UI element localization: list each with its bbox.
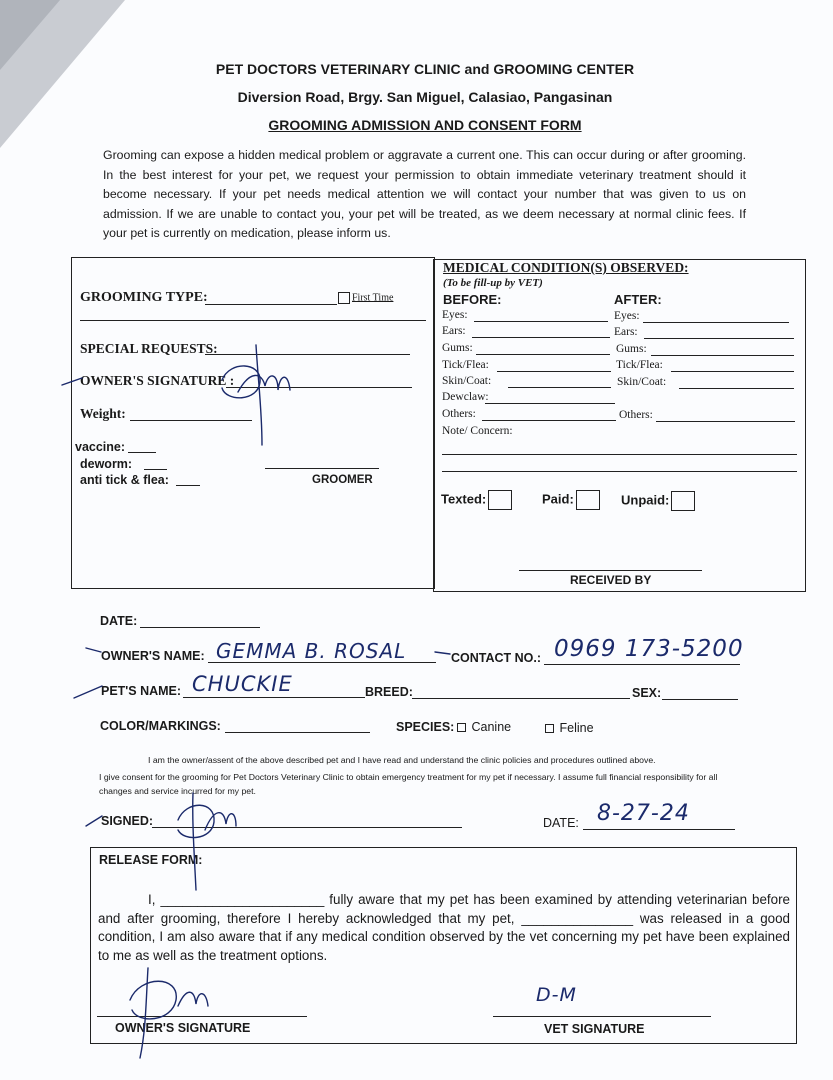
note-line-1[interactable] <box>442 454 797 455</box>
before-eyes-line[interactable] <box>474 321 608 322</box>
owner-signature-line[interactable] <box>226 387 412 388</box>
received-by-line[interactable] <box>519 570 702 571</box>
after-tick-line[interactable] <box>671 371 794 372</box>
canine-option[interactable] <box>457 720 511 734</box>
contact-label: CONTACT NO.: <box>451 651 542 665</box>
texted-label: Texted: <box>441 491 487 507</box>
color-label: COLOR/MARKINGS: <box>100 719 221 733</box>
unpaid-checkbox[interactable] <box>671 491 695 511</box>
release-owner-signature-label: OWNER'S SIGNATURE <box>115 1021 251 1035</box>
before-tick-line[interactable] <box>497 371 611 372</box>
color-field[interactable] <box>225 732 370 733</box>
signed-date-line[interactable] <box>583 829 735 830</box>
after-heading: AFTER: <box>614 292 662 307</box>
sex-label: SEX: <box>632 686 662 700</box>
owner-name-value: GEMMA B. ROSAL <box>216 639 407 663</box>
before-dewclaw-line[interactable] <box>485 403 615 404</box>
before-dewclaw: Dewclaw: <box>442 391 489 403</box>
weight-line[interactable] <box>130 420 252 421</box>
before-tick: Tick/Flea: <box>442 359 489 371</box>
release-owner-signature-line[interactable] <box>97 1016 307 1017</box>
release-form-text: I, ______________________ fully aware that my pet has been examined by attending veterinarian before and after grooming, therefore I hereby acknowledged that my pet, _______________ was released in a good condition, I am also aware that if any medical condition observed by the vet concerning my pet have been explained to me as well as the treatment options. <box>98 892 790 963</box>
vaccine-line[interactable] <box>128 452 156 453</box>
feline-label: Feline <box>559 721 594 735</box>
date-label: DATE: <box>100 614 138 628</box>
note-concern-label: Note/ Concern: <box>442 425 513 437</box>
after-skin: Skin/Coat: <box>617 376 667 388</box>
contact-value: 0969 173-5200 <box>554 636 744 662</box>
unpaid-option[interactable] <box>621 491 697 511</box>
release-form-title: RELEASE FORM: <box>99 853 203 867</box>
paid-checkbox[interactable] <box>576 490 600 510</box>
owner-name-label: OWNER'S NAME: <box>101 649 205 663</box>
contact-field[interactable] <box>544 664 740 665</box>
groomer-signature-line[interactable] <box>265 468 379 469</box>
medical-title: MEDICAL CONDITION(S) OBSERVED: <box>443 260 689 275</box>
vet-initials: D-M <box>536 984 577 1006</box>
signed-label: SIGNED: <box>101 814 154 828</box>
before-ears: Ears: <box>442 325 466 337</box>
before-others: Others: <box>442 408 476 420</box>
before-skin: Skin/Coat: <box>442 375 492 387</box>
grooming-type-line-2[interactable] <box>80 320 426 321</box>
signed-date-value: 8-27-24 <box>597 801 690 826</box>
before-gums-line[interactable] <box>476 354 610 355</box>
consent-text-2: I give consent for the grooming for Pet Doctors Veterinary Clinic to obtain emergency treatment for my pet if necessary. I assume full financial responsibility for all changes and service incurred for my pet. <box>99 772 718 796</box>
first-time-label: First Time <box>352 292 394 304</box>
date-line[interactable] <box>140 627 260 628</box>
received-by-label: RECEIVED BY <box>570 573 652 587</box>
before-heading: BEFORE: <box>443 292 502 307</box>
breed-label: BREED: <box>365 685 413 699</box>
feline-option[interactable] <box>545 721 594 735</box>
pet-name-field[interactable] <box>183 697 365 698</box>
clinic-address: Diversion Road, Brgy. San Miguel, Calasiao, Pangasinan <box>237 89 613 105</box>
paid-label: Paid: <box>542 491 574 507</box>
species-label: SPECIES: <box>396 720 455 734</box>
feline-checkbox[interactable] <box>545 724 554 733</box>
before-others-line[interactable] <box>482 420 616 421</box>
first-time-option[interactable] <box>338 292 393 304</box>
canine-checkbox[interactable] <box>457 723 466 732</box>
consent-text-1: I am the owner/assent of the above described pet and I have read and understand the clinic policies and procedures outlined above. <box>148 755 656 765</box>
grooming-type-label: GROOMING TYPE: <box>80 290 208 305</box>
note-line-2[interactable] <box>442 471 797 472</box>
texted-option[interactable] <box>441 490 514 510</box>
weight-label: Weight: <box>80 406 126 421</box>
anti-tick-line[interactable] <box>176 485 200 486</box>
before-gums: Gums: <box>442 342 473 354</box>
after-ears: Ears: <box>614 326 638 338</box>
medical-subtitle: (To be fill-up by VET) <box>443 277 543 289</box>
anti-tick-label: anti tick & flea: <box>80 473 169 487</box>
after-others-line[interactable] <box>656 421 795 422</box>
signed-date-label: DATE: <box>543 816 579 830</box>
first-time-checkbox[interactable] <box>338 292 350 304</box>
before-skin-line[interactable] <box>508 387 611 388</box>
grooming-info-box <box>71 257 435 589</box>
texted-checkbox[interactable] <box>488 490 512 510</box>
canine-label: Canine <box>471 720 512 734</box>
deworm-label: deworm: <box>80 457 133 471</box>
special-requests-label: SPECIAL REQUESTS: <box>80 341 218 356</box>
after-ears-line[interactable] <box>644 338 794 339</box>
paid-option[interactable] <box>542 490 602 510</box>
clinic-name: PET DOCTORS VETERINARY CLINIC and GROOMING CENTER <box>215 61 635 77</box>
owner-signature-label: OWNER'S SIGNATURE : <box>80 373 235 388</box>
signed-line[interactable] <box>152 827 462 828</box>
after-skin-line[interactable] <box>679 388 794 389</box>
breed-field[interactable] <box>412 698 630 699</box>
intro-paragraph: Grooming can expose a hidden medical problem or aggravate a current one. This can occur during or after grooming. In the best interest for your pet, we request your permission to obtain immediate veterinary treatment should it become necessary. If your pet needs medical attention we will contact your number that was given to us on admission. If we are unable to contact you, your pet will be treated, as we deem necessary at normal clinic fees. If your pet is currently on medication, please inform us. <box>103 148 746 240</box>
vet-signature-label: VET SIGNATURE <box>544 1022 645 1036</box>
form-title: GROOMING ADMISSION AND CONSENT FORM <box>268 117 582 133</box>
sex-field[interactable] <box>662 699 738 700</box>
grooming-type-line[interactable] <box>205 304 337 305</box>
after-gums: Gums: <box>616 343 647 355</box>
vet-signature-line[interactable] <box>493 1016 711 1017</box>
unpaid-label: Unpaid: <box>621 492 670 508</box>
after-eyes-line[interactable] <box>643 322 789 323</box>
pet-name-label: PET'S NAME: <box>101 684 182 698</box>
before-ears-line[interactable] <box>472 337 610 338</box>
vaccine-label: vaccine: <box>75 440 126 454</box>
special-requests-line[interactable] <box>205 354 410 355</box>
pet-name-value: CHUCKIE <box>192 672 293 696</box>
before-eyes: Eyes: <box>442 309 468 321</box>
after-gums-line[interactable] <box>651 355 794 356</box>
after-tick: Tick/Flea: <box>616 359 663 371</box>
after-eyes: Eyes: <box>614 310 640 322</box>
deworm-line[interactable] <box>144 469 167 470</box>
after-others: Others: <box>619 409 653 421</box>
groomer-label: GROOMER <box>312 474 373 486</box>
